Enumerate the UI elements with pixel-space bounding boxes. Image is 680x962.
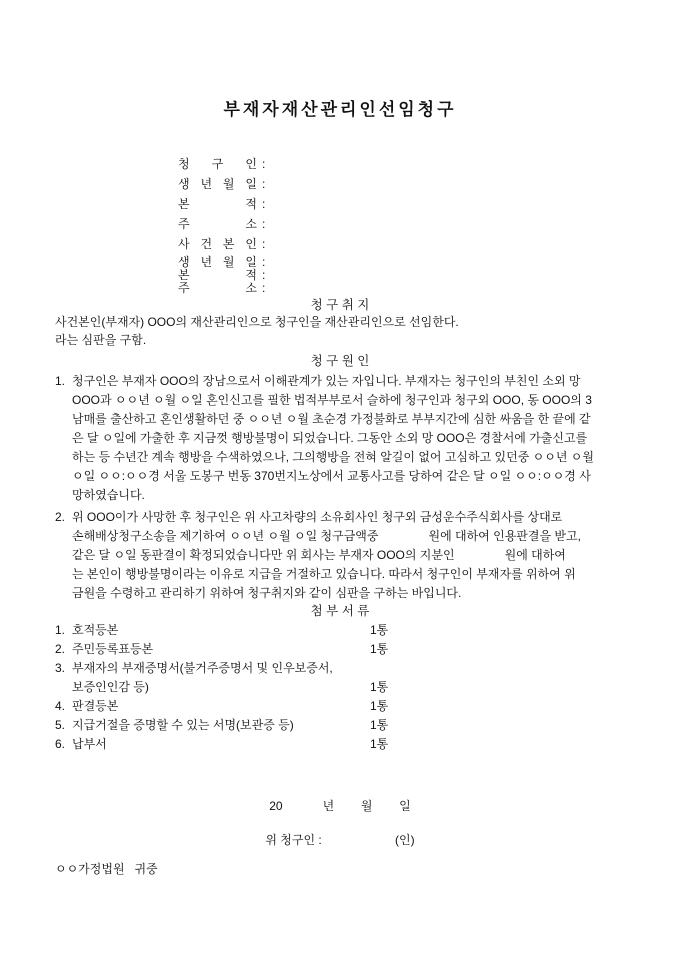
purpose-text-line: 라는 심판을 구함. [55,333,147,347]
attachment-count: 1통 [370,623,389,637]
purpose-text-line: 사건본인(부재자) OOO의 재산관리인으로 청구인을 재산관리인으로 선임한다. [55,315,459,329]
attachment-item [55,697,625,716]
attachment-number: 1. [55,623,66,637]
attachment-name: 주민등록표등본 [72,642,154,656]
party-field-label: 주 소 [178,281,257,295]
party-field-label: 본 적 [178,197,257,211]
attachment-number: 5. [55,718,66,732]
paragraph-number: 1. [55,374,66,388]
party-field-label: 사 건 본 인 [178,237,257,251]
paragraph-line: 금원을 수령하고 관리하기 위하여 청구취지와 같이 심판을 구하는 바입니다. [72,586,462,600]
attachments-heading: 첨 부 서 류 [310,604,370,618]
attachment-name: 호적등본 [72,623,119,637]
party-field-label: 본 적 [178,268,257,282]
attachment-name: 납부서 [72,737,107,751]
party-field-colon: : [262,217,266,231]
party-field-address-2 [178,282,625,295]
paragraph-line: ㅇ일 ㅇㅇ:ㅇㅇ경 서울 도봉구 번동 370번지노상에서 교통사고를 당하여 같은 달 ㅇ일 ㅇㅇ:ㅇㅇ경 사 [72,469,591,483]
party-field-case-person [178,236,625,256]
paragraph-number: 2. [55,510,66,524]
paragraph-line: 같은 달 ㅇ일 동판결이 확정되었습니다만 위 회사는 부재자 OOO의 지분인 원에 대하여 [72,548,566,562]
paragraph-line: 위 OOO이가 사망한 후 청구인은 위 사고차량의 소유회사인 청구외 금성운수주식회사를 상대로 [72,510,563,524]
party-field-petitioner [178,156,625,176]
purpose-heading: 청 구 취 지 [310,298,370,312]
attachment-name: 판결등본 [72,699,119,713]
paragraph-line: OOO과 ㅇㅇ년 ㅇ월 ㅇ일 혼인신고를 필한 법적부부로서 슬하에 청구인과 청구외 OOO, 동 OOO의 3 [72,393,592,407]
party-field-colon: : [262,197,266,211]
paragraph-line: 청구인은 부재자 OOO의 장남으로서 이해관계가 있는 자입니다. 부재자는 청구인의 부친인 소외 망 [72,374,581,388]
paragraph-line: 하는 등 수년간 계속 행방을 수색하였으나, 그의행방을 전혀 알길이 없어 고심하고 있던중 ㅇㅇ년 ㅇ월 [72,450,594,464]
attachment-item [55,735,625,754]
court-address-line: ㅇㅇ가정법원 귀중 [55,862,158,876]
paragraph-line: 남매를 출산하고 혼인생활하던 중 ㅇㅇ년 ㅇ월 초순경 가정불화로 부부지간에 심한 싸움을 한 끝에 같 [72,412,591,426]
party-field-label: 생 년 월 일 [178,177,257,191]
paragraph-line: 손해배상청구소송을 제기하여 ㅇㅇ년 ㅇ월 ㅇ일 청구금액중 원에 대하여 인용판결을 받고, [72,529,581,543]
attachment-item [55,716,625,735]
attachment-number: 3. [55,661,66,675]
paragraph-line: 은 달 ㅇ일에 가출한 후 지금껏 행방불명이 되었습니다. 그동안 소외 망 OOO은 경찰서에 가출신고를 [72,431,588,445]
cause-paragraph-1 [55,372,625,505]
party-field-colon: : [262,281,266,295]
party-field-domicile [178,196,625,216]
attachment-number: 2. [55,642,66,656]
attachment-count: 1통 [370,680,389,694]
date-line: 20 년 월 일 [269,799,411,813]
attachment-number: 4. [55,699,66,713]
attachment-count: 1통 [370,642,389,656]
document-title: 부재자재산관리인선임청구 [223,100,457,119]
party-field-colon: : [262,177,266,191]
party-field-birthdate [178,176,625,196]
party-field-colon: : [262,237,266,251]
attachment-count: 1통 [370,699,389,713]
party-field-colon: : [262,268,266,282]
attachment-count: 1통 [370,737,389,751]
attachment-name-continued: 보증인인감 등) [72,680,149,694]
party-field-label: 청 구 인 [178,157,257,171]
cause-heading: 청 구 원 인 [310,354,370,368]
paragraph-line: 는 본인이 행방불명이라는 이유로 지급을 거절하고 있습니다. 따라서 청구인이 부재자를 위하여 위 [72,567,576,581]
cause-paragraph-2 [55,508,625,603]
attachment-item [55,640,625,659]
signer-line: 위 청구인 : (인) [265,833,415,847]
attachment-item [55,659,625,697]
attachment-count: 1통 [370,718,389,732]
party-field-label: 주 소 [178,217,257,231]
attachment-name: 부재자의 부재증명서(불거주증명서 및 인우보증서, [72,661,333,675]
attachment-item [55,621,625,640]
party-field-colon: : [262,157,266,171]
party-field-label: 생 년 월 일 [178,255,257,269]
attachments-list [55,621,625,754]
attachment-number: 6. [55,737,66,751]
party-field-colon: : [262,255,266,269]
paragraph-line: 망하였습니다. [72,488,145,502]
party-field-address [178,216,625,236]
party-info-block [178,156,625,295]
attachment-name: 지급거절을 증명할 수 있는 서명(보관증 등) [72,718,294,732]
